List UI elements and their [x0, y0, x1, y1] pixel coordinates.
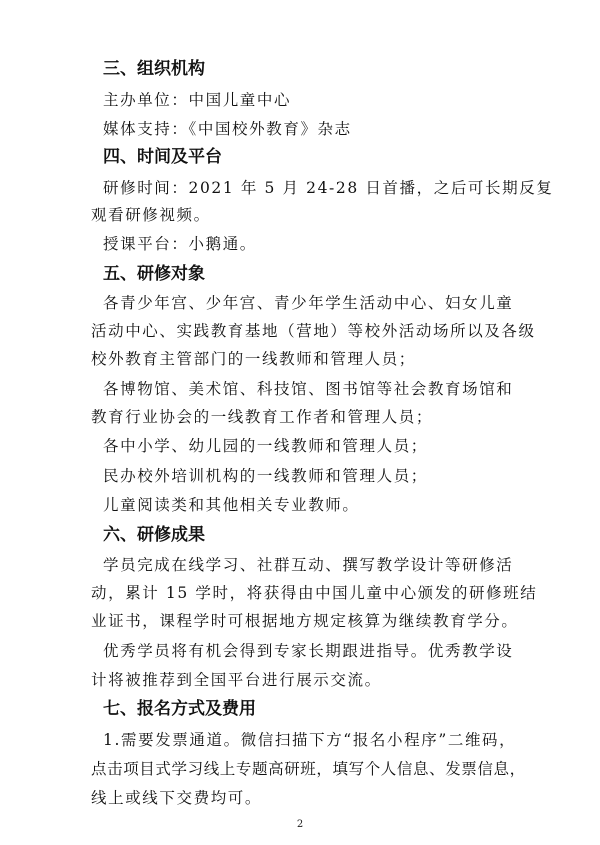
section-heading-time-platform: 四、时间及平台 [103, 147, 222, 167]
paragraph-line: 研修时间：2021 年 5 月 24-28 日首播，之后可长期反复 [103, 179, 554, 197]
paragraph-line: 线上或线下交费均可。 [91, 789, 263, 807]
paragraph-line: 儿童阅读类和其他相关专业教师。 [103, 496, 360, 514]
paragraph-line: 校外教育主管部门的一线教师和管理人员； [91, 350, 416, 368]
paragraph-line: 民办校外培训机构的一线教师和管理人员； [103, 467, 428, 485]
paragraph-line: 主办单位：中国儿童中心 [103, 91, 292, 109]
paragraph-line: 优秀学员将有机会得到专家长期跟进指导。优秀教学设 [103, 642, 514, 660]
section-heading-outcomes: 六、研修成果 [103, 525, 205, 545]
paragraph-line: 各青少年宫、少年宫、青少年学生活动中心、妇女儿童 [103, 294, 514, 312]
paragraph-line: 学员完成在线学习、社群互动、撰写教学设计等研修活 [103, 556, 514, 574]
paragraph-line: 计将被推荐到全国平台进行展示交流。 [91, 671, 382, 689]
page-number: 2 [296, 819, 304, 830]
paragraph-line: 活动中心、实践教育基地（营地）等校外活动场所以及各级 [91, 322, 536, 340]
paragraph-line: 授课平台：小鹅通。 [103, 235, 257, 253]
paragraph-line: 1.需要发票通道。微信扫描下方“报名小程序”二维码， [103, 731, 517, 749]
paragraph-line: 媒体支持：《中国校外教育》杂志 [103, 120, 352, 138]
section-heading-target-audience: 五、研修对象 [103, 264, 205, 284]
section-heading-registration: 七、报名方式及费用 [103, 699, 256, 719]
paragraph-line: 观看研修视频。 [91, 206, 211, 224]
paragraph-line: 教育行业协会的一线教育工作者和管理人员； [91, 408, 434, 426]
section-heading-organization: 三、组织机构 [103, 59, 205, 79]
paragraph-line: 各博物馆、美术馆、科技馆、图书馆等社会教育场馆和 [103, 380, 514, 398]
paragraph-line: 各中小学、幼儿园的一线教师和管理人员； [103, 437, 428, 455]
paragraph-line: 动，累计 15 学时，将获得由中国儿童中心颁发的研修班结 [91, 584, 538, 602]
paragraph-line: 业证书，课程学时可根据地方规定核算为继续教育学分。 [91, 612, 519, 630]
paragraph-line: 点击项目式学习线上专题高研班，填写个人信息、发票信息， [91, 760, 526, 778]
